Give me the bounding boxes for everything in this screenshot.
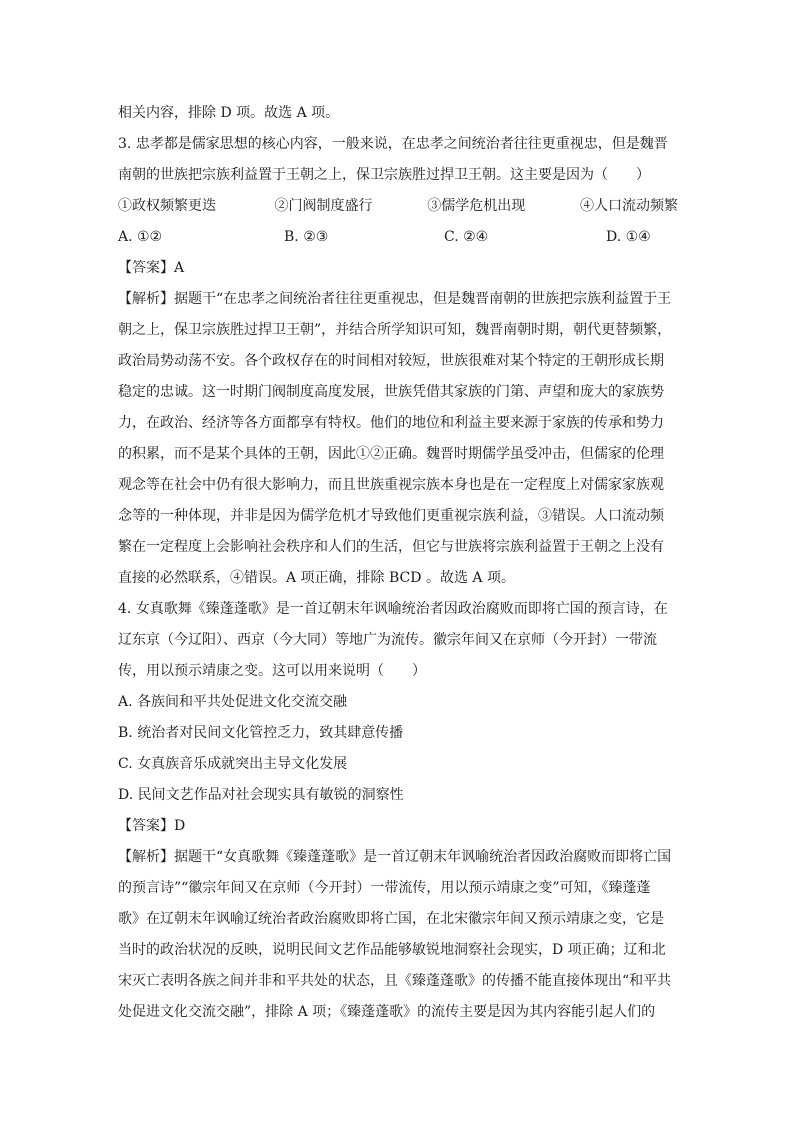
analysis-line: 当时的政治状况的反映，说明民间文艺作品能够敏锐地洞察社会现实，D 项正确；辽和北 xyxy=(118,942,666,958)
question-3-choices xyxy=(118,222,678,253)
analysis-line: 观念等在社会中仍有很大影响力，而且世族重视宗族本身也是在一定程度上对儒家家族观 xyxy=(118,477,664,493)
analysis-line: 稳定的忠诚。这一时期门阀制度高度发展，世族凭借其家族的门第、声望和庞大的家族势 xyxy=(118,384,664,400)
analysis-line: 繁在一定程度上会影响社会秩序和人们的生活，但它与世族将宗族利益置于王朝之上没有 xyxy=(118,539,664,555)
analysis-line: 的积累，而不是某个具体的王朝，因此①②正确。魏晋时期儒学虽受冲击，但儒家的伦理 xyxy=(118,446,664,462)
statement-2: ②门阀制度盛行 xyxy=(274,198,373,214)
document-page xyxy=(118,98,678,1028)
question-4-stem-cont: 传，用以预示靖康之变。这可以用来说明（ ） xyxy=(118,663,426,679)
analysis-line: 宋灭亡表明各族之间并非和平共处的状态，且《臻蓬蓬歌》的传播不能直接体现出“和平共 xyxy=(118,973,672,989)
analysis-line: 念等的一种体现，并非是因为儒学危机才导致他们更重视宗族利益，③错误。人口流动频 xyxy=(118,508,664,524)
analysis-line: 的预言诗”“徽宗年间又在京师（今开封）一带流传，用以预示靖康之变”可知，《臻蓬蓬 xyxy=(118,880,651,896)
analysis-line: 歌》在辽朝末年讽喻辽统治者政治腐败即将亡国，在北宋徽宗年间又预示靖康之变，它是 xyxy=(118,911,664,927)
question-4-choice-b: B. 统治者对民间文化管控乏力，致其肆意传播 xyxy=(118,725,404,741)
choice-b: B. ②③ xyxy=(284,229,329,245)
analysis-line: 直接的必然联系，④错误。A 项正确，排除 BCD 。故选 A 项。 xyxy=(118,570,515,586)
question-3-statements xyxy=(118,191,678,222)
analysis-line: 【解析】据题干“在忠孝之间统治者往往更重视忠，但是魏晋南朝的世族把宗族利益置于王 xyxy=(118,291,672,307)
question-4-answer: 【答案】D xyxy=(118,818,186,834)
text-line: 相关内容，排除 D 项。故选 A 项。 xyxy=(118,105,340,121)
analysis-line: 处促进文化交流交融”，排除 A 项；《臻蓬蓬歌》的流传主要是因为其内容能引起人们的 xyxy=(118,1004,656,1020)
statement-3: ③儒学危机出现 xyxy=(427,198,526,214)
analysis-line: 朝之上，保卫宗族胜过捍卫王朝”，并结合所学知识可知，魏晋南朝时期，朝代更替频繁， xyxy=(118,322,672,338)
question-4-choice-c: C. 女真族音乐成就突出主导文化发展 xyxy=(118,756,348,772)
question-4-choice-d: D. 民间文艺作品对社会现实具有敏锐的洞察性 xyxy=(118,787,404,803)
question-3-stem: 3. 忠孝都是儒家思想的核心内容，一般来说，在忠孝之间统治者往往更重视忠，但是魏晋 xyxy=(118,136,668,152)
question-3-answer: 【答案】A xyxy=(118,260,185,276)
question-4-stem-cont: 辽东京（今辽阳）、西京（今大同）等地广为流传。徽宗年间又在京师（今开封）一带流 xyxy=(118,632,657,648)
statement-4: ④人口流动频繁 xyxy=(580,198,678,214)
analysis-line: 力，在政治、经济等各方面都享有特权。他们的地位和利益主要来源于家族的传承和势力 xyxy=(118,415,664,431)
analysis-line: 政治局势动荡不安。各个政权存在的时间相对较短，世族很难对某个特定的王朝形成长期 xyxy=(118,353,664,369)
question-3-stem-cont: 南朝的世族把宗族利益置于王朝之上，保卫宗族胜过捍卫王朝。这主要是因为（ ） xyxy=(118,167,650,183)
question-4-choice-a: A. 各族间和平共处促进文化交流交融 xyxy=(118,694,348,710)
choice-d: D. ①④ xyxy=(606,229,651,245)
choice-a: A. ①② xyxy=(118,229,163,245)
analysis-line: 【解析】据题干“女真歌舞《臻蓬蓬歌》是一首辽朝末年讽喻统治者因政治腐败而即将亡国 xyxy=(118,849,672,865)
statement-1: ①政权频繁更迭 xyxy=(118,198,216,214)
question-4-stem: 4. 女真歌舞《臻蓬蓬歌》是一首辽朝末年讽喻统治者因政治腐败而即将亡国的预言诗，在 xyxy=(118,601,668,617)
choice-c: C. ②④ xyxy=(444,229,489,245)
